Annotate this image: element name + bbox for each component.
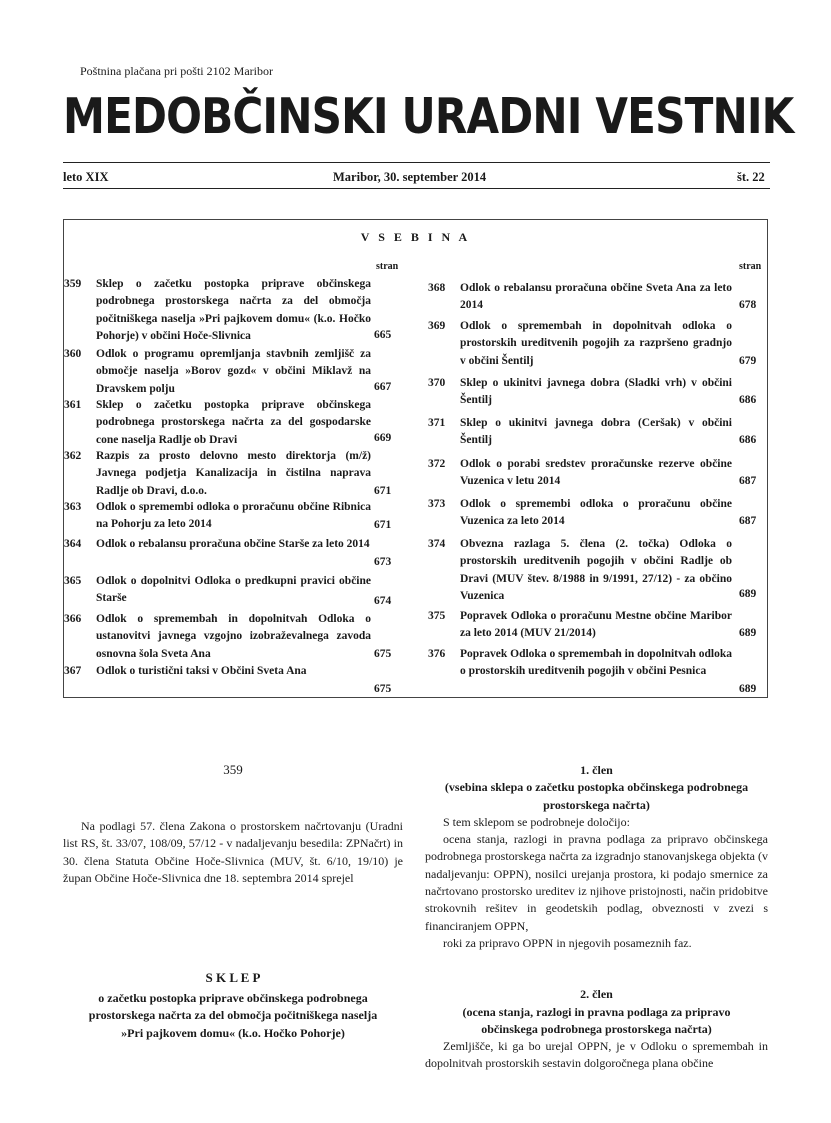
toc-entry-number: 366 xyxy=(64,613,82,625)
toc-entry-number: 361 xyxy=(64,399,82,411)
toc-entry-title: Odlok o rebalansu proračuna občine Sveta Ana za leto 2014 xyxy=(460,282,732,312)
article-number: 359 xyxy=(223,762,243,777)
toc-entry-title: Sklep o začetku postopka priprave občinskega podrobnega prostorskega načrta za del območja počitniškega naselja »Pri pajkovem domu« (k.o. Hočko Pohorje) v občini Hoče-Slivnica xyxy=(96,278,371,342)
toc-entry-title: Obvezna razlaga 5. člena (2. točka) Odloka o prostorskih ureditvenih pogojih v občini Radlje ob Dravi (MUV štev. 8/1988 in 9/1991, 27/12) - za občino Vuzenica xyxy=(460,538,732,602)
toc-page-label-right: stran xyxy=(739,261,762,272)
section-paragraph: roki za pripravo OPPN in njegovih posameznih faz. xyxy=(443,935,692,950)
publication-title: MEDOBČINSKI URADNI VESTNIK xyxy=(63,88,794,145)
toc-entry-page: 674 xyxy=(374,595,392,607)
header-rule-bottom xyxy=(63,188,770,189)
toc-entry-title: Odlok o porabi sredstev proračunske rezerve občine Vuzenica v letu 2014 xyxy=(460,458,732,488)
toc-entry-page: 686 xyxy=(739,434,757,446)
toc-entry-number: 371 xyxy=(428,417,446,429)
toc-entry-number: 360 xyxy=(64,348,82,360)
toc-entry-number: 373 xyxy=(428,498,446,510)
toc-entry-title: Popravek Odloka o proračunu Mestne občine Maribor za leto 2014 (MUV 21/2014) xyxy=(460,610,732,640)
table-of-contents xyxy=(63,219,768,698)
section-paragraph: Zemljišče, ki ga bo urejal OPPN, je v Odloku o spremembah in dopolnitvah prostorskih sestavin dolgoročnega plana občine xyxy=(425,1039,768,1071)
toc-entry-title: Odlok o rebalansu proračuna občine Starše za leto 2014 xyxy=(96,538,370,550)
toc-entry-number: 363 xyxy=(64,501,82,513)
toc-entry-number: 374 xyxy=(428,538,446,550)
section-paragraph: S tem sklepom se podrobneje določijo: xyxy=(443,814,630,829)
right-column xyxy=(425,762,768,1073)
toc-entry-title: Odlok o programu opremljanja stavbnih zemljišč za območje naselja »Borov gozd« v občini Miklavž na Dravskem polju xyxy=(96,348,371,395)
toc-entry-number: 368 xyxy=(428,282,446,294)
toc-entry-page: 687 xyxy=(739,515,757,527)
section-heading: 1. člen xyxy=(580,763,613,777)
toc-entry-page: 673 xyxy=(374,556,392,568)
toc-entry-number: 376 xyxy=(428,648,446,660)
postage-note: Poštnina plačana pri pošti 2102 Maribor xyxy=(80,64,273,78)
toc-entry-number: 367 xyxy=(64,665,82,677)
decision-title: S K L E P xyxy=(205,970,261,985)
toc-entry-page: 687 xyxy=(739,475,757,487)
toc-entry-page: 671 xyxy=(374,485,392,497)
toc-entry-number: 370 xyxy=(428,377,446,389)
toc-entry-page: 689 xyxy=(739,627,757,639)
toc-entry-title: Sklep o začetku postopka priprave občinskega podrobnega prostorskega načrta za del gospodarske cone naselja Radlje ob Dravi xyxy=(96,399,371,446)
toc-entry-title: Odlok o dopolnitvi Odloka o predkupni pravici občine Starše xyxy=(96,575,371,605)
section-subheading: (vsebina sklepa o začetku postopka občinskega podrobnega prostorskega načrta) xyxy=(444,780,749,812)
article-intro: Na podlagi 57. člena Zakona o prostorskem načrtovanju (Uradni list RS, št. 33/07, 108/09, 57/12 - v nadaljevanju besedila: ZPNačrt) in 30. člena Statuta Občine Hoče-Slivnica (MUV, št. 6/10, 19/10) je župan Občine Hoče-Slivnica dne 18. septembra 2014 sprejel xyxy=(63,819,403,885)
volume-label: leto XIX xyxy=(63,170,109,184)
decision-subtitle: o začetku postopka priprave občinskega podrobnega prostorskega načrta za del območja počitniškega naselja »Pri pajkovem domu« (k.o. Hočko Pohorje) xyxy=(88,991,378,1040)
toc-entry-page: 671 xyxy=(374,519,392,531)
toc-entry-number: 359 xyxy=(64,278,82,290)
toc-entry-number: 362 xyxy=(64,450,82,462)
toc-entry-title: Odlok o spremembi odloka o proračunu občine Vuzenica za leto 2014 xyxy=(460,498,732,528)
toc-entry-page: 665 xyxy=(374,329,392,341)
toc-entry-page: 679 xyxy=(739,355,757,367)
toc-entry-number: 365 xyxy=(64,575,82,587)
toc-entry-page: 686 xyxy=(739,394,757,406)
toc-entry-title: Sklep o ukinitvi javnega dobra (Ceršak) v občini Šentilj xyxy=(460,417,732,447)
toc-entry-number: 372 xyxy=(428,458,446,470)
toc-entry-title: Odlok o spremembi odloka o proračunu občine Ribnica na Pohorju za leto 2014 xyxy=(96,501,371,531)
issue-number: št. 22 xyxy=(737,170,765,184)
toc-entry-number: 369 xyxy=(428,320,446,332)
toc-page-label-left: stran xyxy=(376,261,399,272)
toc-entry-title: Razpis za prosto delovno mesto direktorja (m/ž) Javnega podjetja Kanalizacija in čistilna naprava Radlje ob Dravi, d.o.o. xyxy=(96,450,371,497)
toc-entry-number: 375 xyxy=(428,610,446,622)
toc-title: V S E B I N A xyxy=(360,230,471,244)
section-heading: 2. člen xyxy=(580,987,613,1002)
toc-entry-title: Popravek Odloka o spremembah in dopolnitvah odloka o prostorskih ureditvenih pogojih v občini Pesnica xyxy=(460,648,733,678)
section-subheading: (ocena stanja, razlogi in pravna podlaga za pripravo občinskega podrobnega prostorskega načrta) xyxy=(462,1004,731,1036)
toc-entry-page: 678 xyxy=(739,299,757,311)
toc-entry-page: 675 xyxy=(374,648,392,660)
toc-entry-title: Sklep o ukinitvi javnega dobra (Sladki vrh) v občini Šentilj xyxy=(460,377,732,407)
toc-entry-title: Odlok o turistični taksi v Občini Sveta Ana xyxy=(96,665,307,677)
toc-entry-title: Odlok o spremembah in dopolnitvah Odloka o ustanovitvi javnega vzgojno izobraževalnega zavoda osnovna šola Sveta Ana xyxy=(96,613,371,660)
toc-entry-number: 364 xyxy=(64,538,82,550)
toc-entry-title: Odlok o spremembah in dopolnitvah odloka o prostorskih ureditvenih pogojih za razpršeno gradnjo v občini Šentilj xyxy=(460,320,732,367)
header-rule-top xyxy=(63,162,770,163)
toc-entry-page: 667 xyxy=(374,381,392,393)
toc-entry-page: 675 xyxy=(374,683,392,695)
toc-entry-page: 689 xyxy=(739,588,757,600)
place-date: Maribor, 30. september 2014 xyxy=(333,170,487,184)
section-paragraph: ocena stanja, razlogi in pravna podlaga za pripravo občinskega podrobnega prostorskega načrta za izgradnjo stanovanjskega objekta (v nadaljevanju: OPPN), nosilci urejanja prostora, ki podajo smernice za načrtovano prostorsko ureditev iz njihove pristojnosti, način pridobitve strokovnih rešitev in geodetskih podlag, obveznosti v zvezi s financiranjem OPPN, xyxy=(425,832,768,933)
toc-entry-page: 689 xyxy=(739,683,757,695)
toc-entry-page: 669 xyxy=(374,432,392,444)
